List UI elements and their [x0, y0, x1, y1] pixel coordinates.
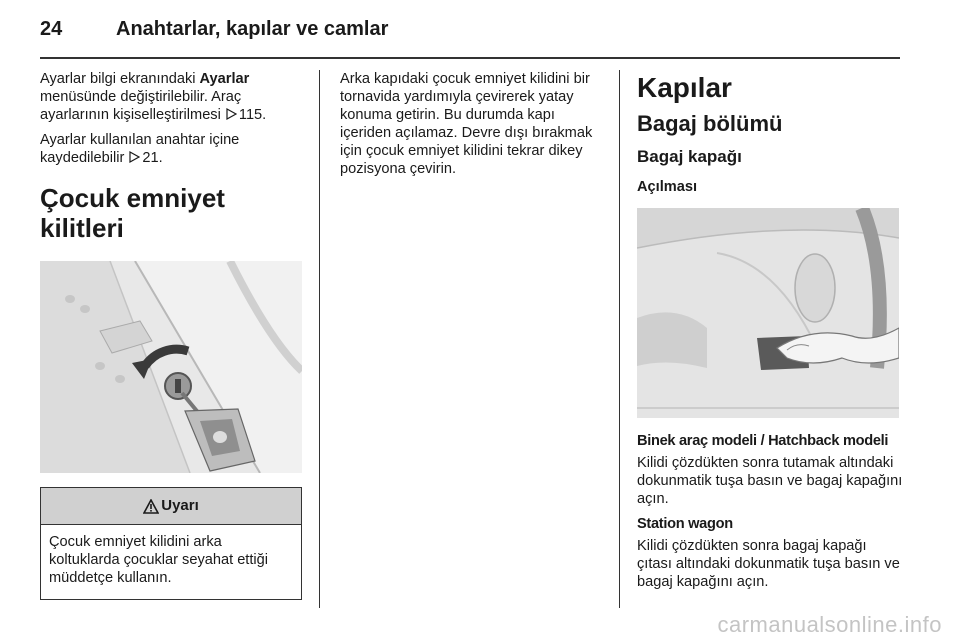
column-divider-2	[619, 70, 620, 608]
paragraph-wagon-opening: Kilidi çözdükten sonra bagaj kapağı çıtası altındaki dokunmatik tuşa basın ve bagaj kapağını açın.	[637, 538, 900, 590]
heading-doors: Kapılar	[637, 72, 732, 103]
settings-menu-term: Ayarlar	[199, 71, 250, 87]
column-2	[340, 70, 598, 185]
header-rule	[40, 57, 900, 59]
paragraph-key-settings: Ayarlar kullanılan anahtar içine kaydedilebilir 21.	[40, 132, 240, 166]
tailgate-opening-illustration	[637, 208, 899, 418]
page-ref-arrow-icon	[129, 151, 140, 163]
paragraph-hatchback-opening: Kilidi çözdükten sonra tutamak altındaki dokunmatik tuşa basın ve bagaj kapağını açın.	[637, 455, 903, 507]
warning-text: Çocuk emniyet kilidini arka koltuklarda çocuklar seyahat ettiği müddetçe kullanın.	[49, 534, 269, 586]
warning-header	[41, 488, 301, 525]
paragraph-settings: Ayarlar bilgi ekranındaki Ayarlar menüsünde değiştirilebilir. Araç ayarlarının kişiselleştirilmesi 115.	[40, 71, 267, 123]
section-title: Anahtarlar, kapılar ve camlar	[116, 18, 389, 40]
caption-station-wagon: Station wagon	[637, 516, 733, 532]
warning-title: Uyarı	[161, 497, 199, 514]
page-ref-link[interactable]: 21.	[142, 150, 163, 166]
caption-hatchback: Binek araç modeli / Hatchback modeli	[637, 433, 889, 449]
column-1	[40, 70, 308, 600]
warning-box	[40, 487, 302, 600]
heading-tailgate: Bagaj kapağı	[637, 147, 742, 166]
child-lock-illustration	[40, 261, 302, 473]
column-divider-1	[319, 70, 320, 608]
page-ref-arrow-icon	[226, 108, 237, 120]
heading-opening: Açılması	[637, 179, 698, 195]
section-heading-child-locks: Çocuk emniyet kilitleri	[40, 183, 225, 243]
page-number: 24	[40, 18, 63, 40]
watermark: carmanualsonline.info	[717, 612, 942, 637]
column-3	[637, 70, 903, 598]
paragraph-child-lock-usage: Arka kapıdaki çocuk emniyet kilidini bir tornavida yardımıyla çevirerek yatay konuma getirin. Bu durumda kapı içeriden açılamaz. Devre dışı bırakmak için çocuk emniyet kilidini tekrar dikey pozisyona çevirin.	[340, 71, 593, 177]
heading-load-compartment: Bagaj bölümü	[637, 111, 783, 136]
warning-triangle-icon	[143, 499, 159, 514]
page-ref-link[interactable]: 115.	[238, 107, 267, 123]
